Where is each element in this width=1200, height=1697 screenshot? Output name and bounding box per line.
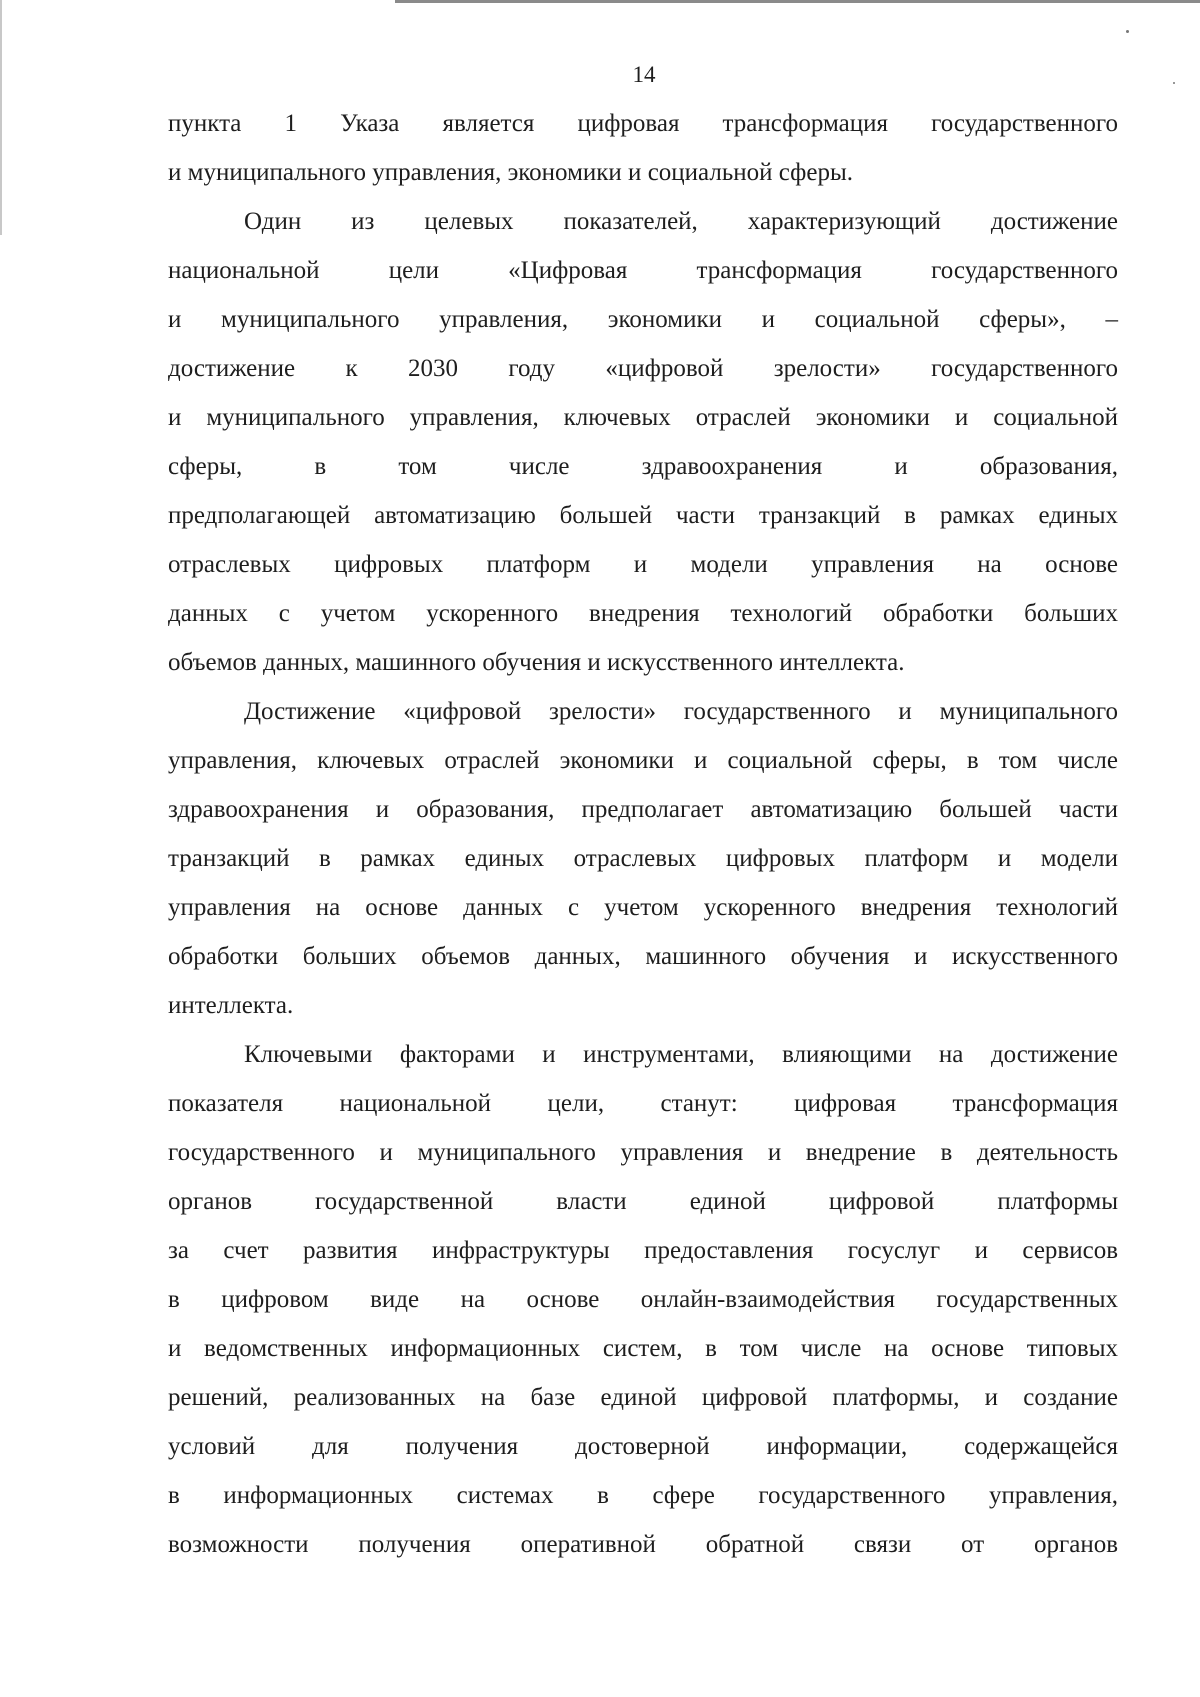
paragraph-1 bbox=[168, 99, 1118, 197]
paragraph-4 bbox=[168, 1030, 1118, 1569]
text-line: органов государственной власти единой цифровой платформы bbox=[168, 1188, 1118, 1215]
document-body bbox=[168, 99, 1118, 1569]
text-line: сферы, в том числе здравоохранения и образования, bbox=[168, 453, 1118, 480]
text-line: и муниципального управления, экономики и социальной сферы. bbox=[168, 159, 853, 186]
text-line: управления на основе данных с учетом ускоренного внедрения технологий bbox=[168, 894, 1118, 921]
scan-top-edge bbox=[395, 0, 1200, 3]
text-line: Ключевыми факторами и инструментами, влияющими на достижение bbox=[244, 1041, 1118, 1068]
text-line: здравоохранения и образования, предполагает автоматизацию большей части bbox=[168, 796, 1118, 823]
text-line: условий для получения достоверной информации, содержащейся bbox=[168, 1433, 1118, 1460]
text-line: и муниципального управления, ключевых отраслей экономики и социальной bbox=[168, 404, 1118, 431]
text-line: и муниципального управления, экономики и социальной сферы», – bbox=[168, 306, 1118, 333]
scan-speck bbox=[1126, 30, 1129, 33]
text-line: Один из целевых показателей, характеризующий достижение bbox=[244, 208, 1118, 235]
text-line: объемов данных, машинного обучения и искусственного интеллекта. bbox=[168, 649, 905, 676]
text-line: в информационных системах в сфере государственного управления, bbox=[168, 1482, 1118, 1509]
text-line: возможности получения оперативной обратной связи от органов bbox=[168, 1531, 1118, 1558]
paragraph-2 bbox=[168, 197, 1118, 687]
text-line: в цифровом виде на основе онлайн-взаимодействия государственных bbox=[168, 1286, 1118, 1313]
text-line: обработки больших объемов данных, машинного обучения и искусственного bbox=[168, 943, 1118, 970]
text-line: управления, ключевых отраслей экономики и социальной сферы, в том числе bbox=[168, 747, 1118, 774]
text-line: отраслевых цифровых платформ и модели управления на основе bbox=[168, 551, 1118, 578]
paragraph-3 bbox=[168, 687, 1118, 1030]
text-line: и ведомственных информационных систем, в том числе на основе типовых bbox=[168, 1335, 1118, 1362]
text-line: показателя национальной цели, станут: цифровая трансформация bbox=[168, 1090, 1118, 1117]
text-line: пункта 1 Указа является цифровая трансформация государственного bbox=[168, 110, 1118, 137]
text-line: предполагающей автоматизацию большей части транзакций в рамках единых bbox=[168, 502, 1118, 529]
text-line: достижение к 2030 году «цифровой зрелости» государственного bbox=[168, 355, 1118, 382]
scan-left-edge bbox=[0, 0, 2, 235]
text-line: интеллекта. bbox=[168, 992, 294, 1019]
text-line: решений, реализованных на базе единой цифровой платформы, и создание bbox=[168, 1384, 1118, 1411]
text-line: государственного и муниципального управления и внедрение в деятельность bbox=[168, 1139, 1118, 1166]
page-number: 14 bbox=[632, 62, 656, 87]
text-line: Достижение «цифровой зрелости» государственного и муниципального bbox=[244, 698, 1118, 725]
text-line: национальной цели «Цифровая трансформация государственного bbox=[168, 257, 1118, 284]
text-line: за счет развития инфраструктуры предоставления госуслуг и сервисов bbox=[168, 1237, 1118, 1264]
text-line: транзакций в рамках единых отраслевых цифровых платформ и модели bbox=[168, 845, 1118, 872]
text-line: данных с учетом ускоренного внедрения технологий обработки больших bbox=[168, 600, 1118, 627]
